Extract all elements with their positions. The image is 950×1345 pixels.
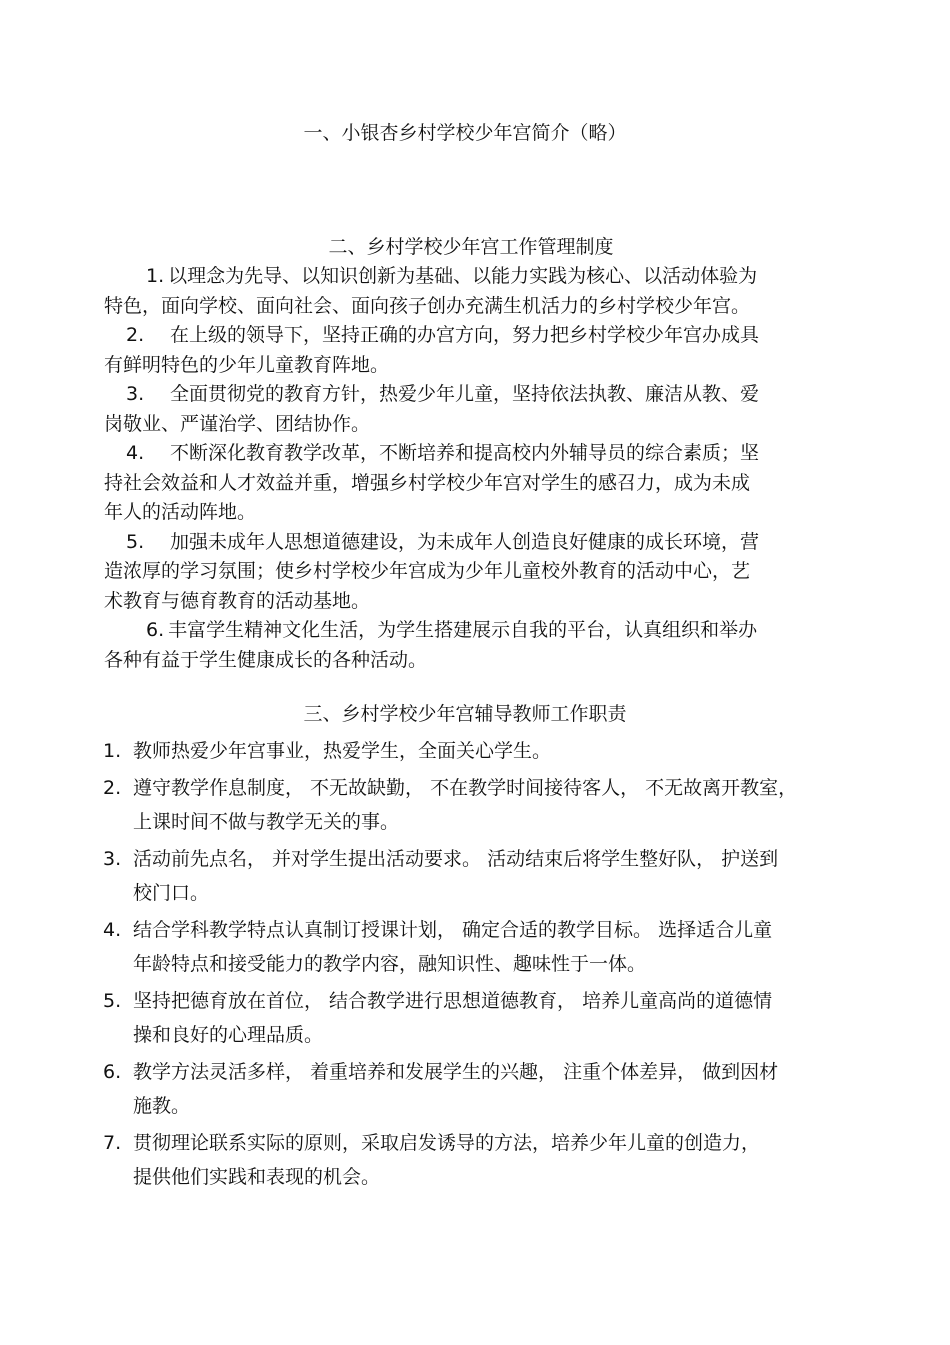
section2-title: 二、乡村学校少年宫工作管理制度 [328,236,614,258]
item-text: 遵守教学作息制度， 不无故缺勤， 不在教学时间接待客人， 不无故离开教室， [133,777,798,799]
section3-item-4 [103,913,863,981]
item-text: 丰富学生精神文化生活，为学生搭建展示自我的平台，认真组织和举办 [168,619,758,641]
item-text: 校门口。 [133,882,210,904]
item-number: 5. [126,530,145,553]
section2-item-2 [104,321,844,380]
item-text: 不断深化教育教学改革，不断培养和提高校内外辅导员的综合素质；坚 [170,442,760,464]
item-text: 岗敬业、严谨治学、团结协作。 [104,412,371,435]
item-text: 在上级的领导下，坚持正确的办宫方向，努力把乡村学校少年宫办成具 [170,324,760,346]
section3-item-3 [103,842,863,910]
item-text: 年人的活动阵地。 [104,501,257,523]
item-text: 造浓厚的学习氛围；使乡村学校少年宫成为少年儿童校外教育的活动中心，艺 [104,560,751,582]
section2-item-1 [104,262,844,321]
item-text: 活动前先点名， 并对学生提出活动要求。 活动结束后将学生整好队， 护送到 [133,848,779,870]
section1-title: 一、小银杏乡村学校少年宫简介（略） [303,122,627,144]
section2-item-3 [104,380,844,439]
item-text: 各种有益于学生健康成长的各种活动。 [104,648,428,671]
item-number: 2. [103,777,122,799]
section3-item-2 [103,771,863,839]
item-text: 特色，面向学校、面向社会、面向孩子创办充满生机活力的乡村学校少年宫。 [104,294,751,317]
item-number: 3. [103,848,122,870]
section2-item-5 [104,528,844,617]
item-number: 1. [103,740,122,762]
section2-item-4 [104,439,844,528]
item-text: 以理念为先导、以知识创新为基础、以能力实践为核心、以活动体验为 [168,265,758,287]
item-text: 坚持把德育放在首位， 结合教学进行思想道德教育， 培养儿童高尚的道德情 [133,990,773,1012]
item-number: 5. [103,990,122,1012]
item-number: 4. [103,919,122,941]
section3-item-6 [103,1055,863,1123]
section3-list [103,734,863,1197]
item-number: 1. [146,265,165,287]
item-text: 结合学科教学特点认真制订授课计划， 确定合适的教学目标。 选择适合儿童 [133,919,773,941]
item-number: 2. [126,324,145,346]
item-text: 全面贯彻党的教育方针，热爱少年儿童，坚持依法执教、廉洁从教、爱 [170,383,760,405]
item-text: 教师热爱少年宫事业，热爱学生，全面关心学生。 [133,740,552,762]
item-number: 4. [126,442,145,464]
item-text: 施教。 [133,1095,191,1117]
item-text: 加强未成年人思想道德建设，为未成年人创造良好健康的成长环境，营 [170,530,760,553]
item-text: 年龄特点和接受能力的教学内容，融知识性、趣味性于一体。 [133,953,647,975]
item-number: 6. [146,619,165,641]
item-number: 6. [103,1061,122,1083]
item-number: 7. [103,1132,122,1154]
section3-title: 三、乡村学校少年宫辅导教师工作职责 [303,703,627,725]
section3-item-7 [103,1126,863,1194]
section3-item-1 [103,734,863,768]
item-text: 教学方法灵活多样， 着重培养和发展学生的兴趣， 注重个体差异， 做到因材 [133,1061,779,1083]
item-text: 提供他们实践和表现的机会。 [133,1166,381,1188]
section2-body [104,262,844,675]
item-text: 操和良好的心理品质。 [133,1024,324,1046]
item-text: 贯彻理论联系实际的原则，采取启发诱导的方法，培养少年儿童的创造力， [133,1132,761,1154]
section2-item-6 [104,616,844,675]
section3-item-5 [103,984,863,1052]
item-text: 持社会效益和人才效益并重，增强乡村学校少年宫对学生的感召力，成为未成 [104,471,751,494]
item-text: 有鲜明特色的少年儿童教育阵地。 [104,353,390,376]
item-number: 3. [126,383,145,405]
item-text: 术教育与德育教育的活动基地。 [104,589,371,612]
item-text: 上课时间不做与教学无关的事。 [133,811,400,833]
